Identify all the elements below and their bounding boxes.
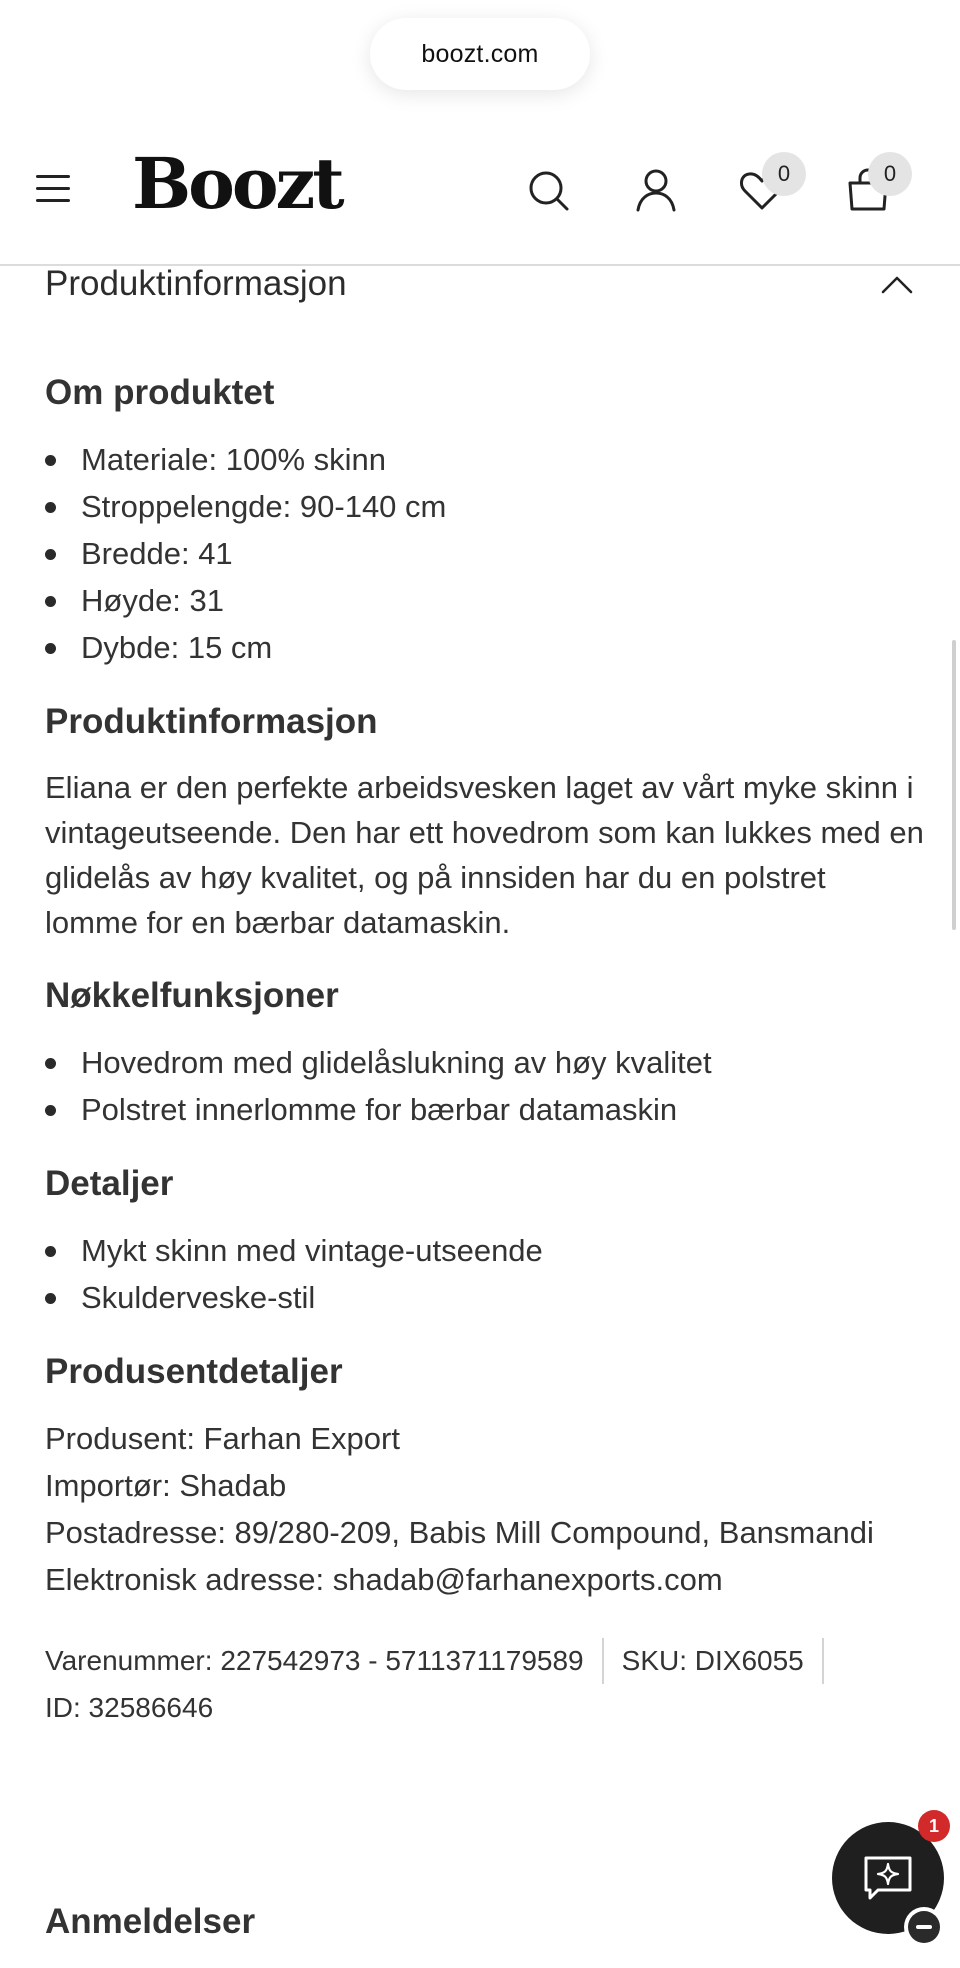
product-id: ID: 32586646	[45, 1692, 214, 1723]
cart-button[interactable]	[842, 161, 897, 216]
product-info-accordion-toggle[interactable]	[45, 262, 915, 314]
divider	[602, 1638, 604, 1684]
producer-line: Produsent: Farhan Export	[45, 1421, 400, 1456]
cart-count-badge: 0	[868, 152, 912, 196]
reviews-heading[interactable]: Anmeldelser	[45, 1902, 256, 1941]
menu-icon[interactable]	[36, 175, 72, 205]
details-list	[45, 1227, 925, 1321]
accordion-title: Produktinformasjon	[45, 264, 347, 303]
wishlist-button[interactable]	[736, 161, 791, 216]
chat-sparkle-icon	[860, 1850, 916, 1906]
site-header	[0, 120, 960, 266]
wishlist-count-badge: 0	[762, 152, 806, 196]
list-item: Stroppelengde: 90-140 cm	[45, 483, 925, 530]
sku: SKU: DIX6055	[621, 1645, 804, 1676]
list-item: Skulderveske-stil	[45, 1274, 925, 1321]
features-heading: Nøkkelfunksjoner	[45, 976, 339, 1015]
chat-notification-badge: 1	[918, 1810, 950, 1842]
list-item: Høyde: 31	[45, 577, 925, 624]
list-item: Materiale: 100% skinn	[45, 436, 925, 483]
product-identifiers	[45, 1637, 925, 1731]
chevron-up-icon	[879, 272, 915, 298]
list-item: Hovedrom med glidelåslukning av høy kvalitet	[45, 1039, 925, 1086]
search-icon[interactable]	[522, 164, 574, 216]
product-description: Eliana er den perfekte arbeidsvesken laget av vårt myke skinn i vintageutseende. Den har ett hovedrom som kan lukkes med en glidelås av høy kvalitet, og på innsiden har du en polstret lomme for en bærbar datamaskin.	[45, 770, 924, 940]
about-list	[45, 436, 925, 671]
account-icon[interactable]	[630, 164, 682, 216]
importer-line: Importør: Shadab	[45, 1468, 287, 1503]
list-item: Bredde: 41	[45, 530, 925, 577]
details-heading: Detaljer	[45, 1164, 174, 1203]
product-info-content	[45, 370, 925, 1731]
email-line: Elektronisk adresse: shadab@farhanexports.com	[45, 1562, 723, 1597]
manufacturer-heading: Produsentdetaljer	[45, 1352, 343, 1391]
about-heading: Om produktet	[45, 373, 275, 412]
scrollbar[interactable]	[952, 640, 956, 930]
list-item: Mykt skinn med vintage-utseende	[45, 1227, 925, 1274]
divider	[822, 1638, 824, 1684]
list-item: Polstret innerlomme for bærbar datamaskin	[45, 1086, 925, 1133]
minus-icon	[908, 1911, 940, 1943]
features-list	[45, 1039, 925, 1133]
url-bar[interactable]	[370, 18, 590, 90]
info-heading: Produktinformasjon	[45, 702, 378, 741]
boozt-logo[interactable]: Boozt	[132, 142, 342, 225]
chat-minimize-button[interactable]	[904, 1907, 944, 1947]
manufacturer-details	[45, 1415, 925, 1603]
list-item: Dybde: 15 cm	[45, 624, 925, 671]
item-number: Varenummer: 227542973 - 5711371179589	[45, 1645, 584, 1676]
address-line: Postadresse: 89/280-209, Babis Mill Compound, Bansmandi	[45, 1515, 874, 1550]
url-text: boozt.com	[421, 39, 539, 68]
